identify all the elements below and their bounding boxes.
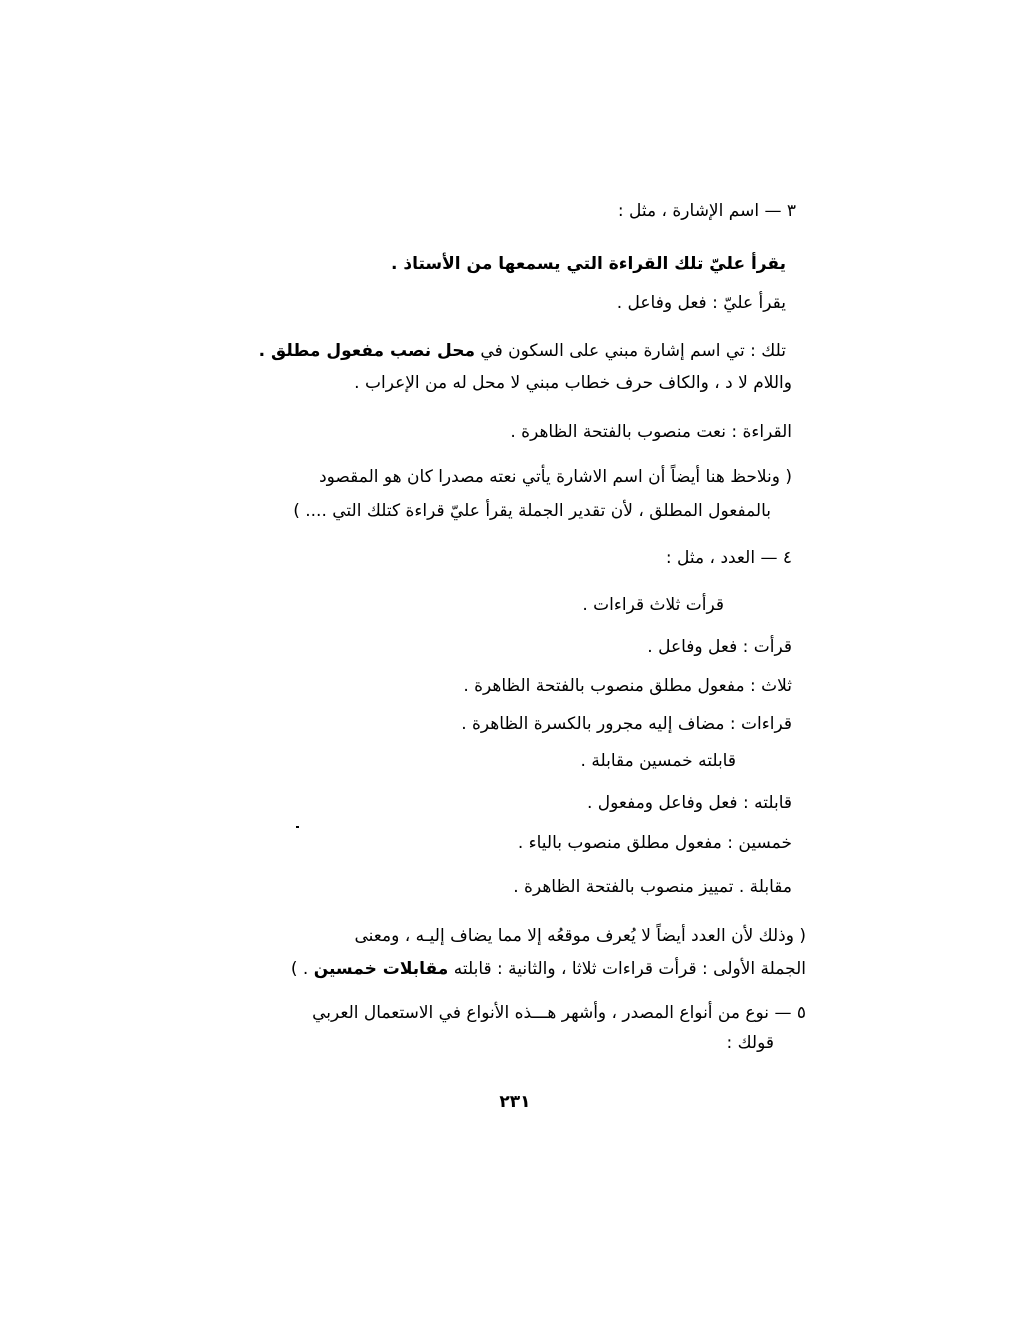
section-heading-type: ٥ — نوع من أنواع المصدر ، وأشهر هـــذه الأنواع في الاستعمال العربي: [312, 1003, 806, 1023]
parse-line: قابلته : فعل وفاعل ومفعول .: [586, 793, 792, 813]
section-heading-demonstrative: ٣ — اسم الإشارة ، مثل :: [617, 201, 796, 221]
parse-line: قرأت : فعل وفاعل .: [647, 637, 792, 657]
page-number: ٢٣١: [499, 1092, 531, 1112]
parse-line: خمسين : مفعول مطلق منصوب بالياء .: [517, 833, 792, 853]
parse-line: [259, 340, 786, 362]
section-heading-type-cont: قولك :: [726, 1033, 774, 1053]
note-line: ( ونلاحظ هنا أيضاً أن اسم الاشارة يأتي نعته مصدرا كان هو المقصود: [319, 467, 792, 487]
parse-line: قراءات : مضاف إليه مجرور بالكسرة الظاهرة .: [461, 714, 792, 734]
note-line: ( وذلك لأن العدد أيضاً لا يُعرف موقعُه إلا مما يضاف إليـه ، ومعنى: [354, 926, 806, 946]
note-line: [291, 958, 806, 980]
example-sentence-number-2: قابلته خمسين مقابلة .: [580, 751, 736, 771]
parse-line: ثلاث : مفعول مطلق منصوب بالفتحة الظاهرة .: [463, 676, 792, 696]
parse-line: مقابلة . تمييز منصوب بالفتحة الظاهرة .: [513, 877, 792, 897]
scan-speck: [296, 826, 299, 828]
section-heading-number: ٤ — العدد ، مثل :: [665, 548, 792, 568]
example-sentence-demonstrative: يقرأ عليّ تلك القراءة التي يسمعها من الأستاذ .: [390, 254, 786, 274]
note-text: الجملة الأولى : قرأت قراءات ثلاثا ، والثانية : قابلته: [448, 959, 806, 979]
note-text-bold: مقابلات خمسين: [313, 959, 449, 979]
note-line: بالمفعول المطلق ، لأن تقدير الجملة يقرأ عليّ قراءة كتلك التي .... ): [293, 501, 771, 521]
parse-line: واللام لا د ، والكاف حرف خطاب مبني لا محل له من الإعراب .: [354, 373, 792, 393]
parse-line: يقرأ عليّ : فعل وفاعل .: [616, 293, 786, 313]
example-sentence-number: قرأت ثلاث قراءات .: [582, 595, 724, 615]
parse-line: القراءة : نعت منصوب بالفتحة الظاهرة .: [510, 422, 792, 442]
parse-text: تلك : تي اسم إشارة مبني على السكون في: [475, 341, 786, 361]
note-text: . ): [290, 959, 314, 979]
parse-text-bold: محل نصب مفعول مطلق .: [258, 341, 475, 361]
